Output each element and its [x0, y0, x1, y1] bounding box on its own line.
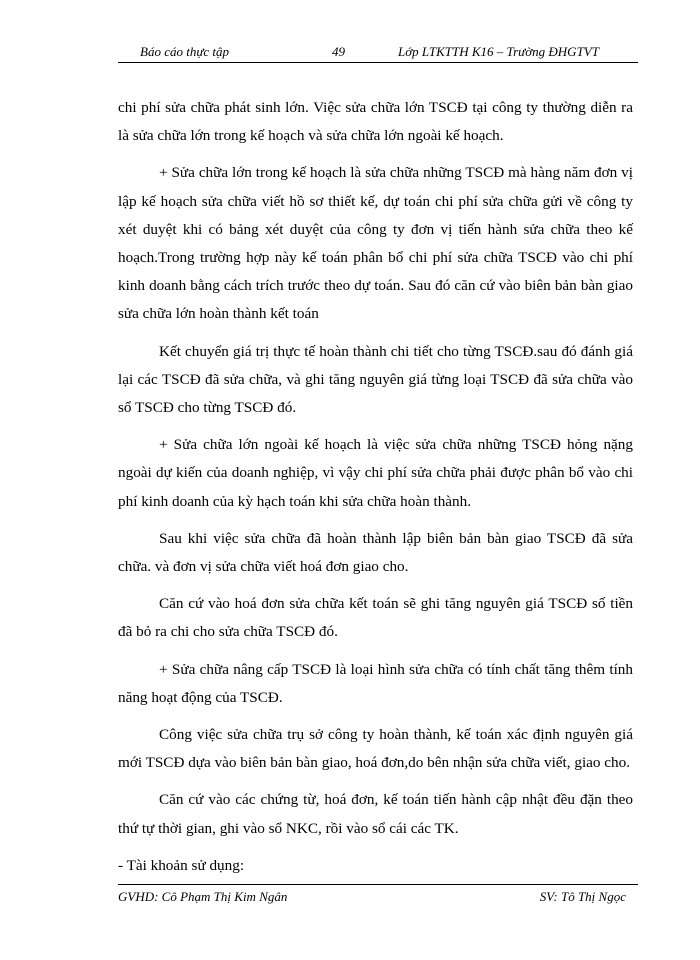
page-header: [118, 42, 638, 63]
paragraph: Căn cứ vào hoá đơn sửa chữa kết toán sẽ ghi tăng nguyên giá TSCĐ số tiền đã bỏ ra chi cho sửa chữa TSCĐ đó.: [118, 595, 633, 641]
paragraph: chi phí sửa chữa phát sinh lớn. Việc sửa chữa lớn TSCĐ tại công ty thường diễn ra là sửa chữa lớn trong kế hoạch và sửa chữa lớn ngoài kế hoạch.: [118, 99, 633, 145]
paragraph: Căn cứ vào các chứng từ, hoá đơn, kế toán tiến hành cập nhật đều đặn theo thứ tự thời gian, ghi vào sổ NKC, rồi vào sổ cái các TK.: [118, 791, 633, 837]
header-report-title: Báo cáo thực tập: [140, 44, 230, 59]
paragraph: Sau khi việc sửa chữa đã hoàn thành lập biên bản bàn giao TSCĐ đã sửa chữa. và đơn vị sửa chữa viết hoá đơn giao cho.: [118, 529, 633, 576]
footer-student: SV: Tô Thị Ngọc: [539, 889, 626, 904]
header-class-school: Lớp LTKTTH K16 – Trường ĐHGTVT: [398, 44, 599, 59]
document-body: [118, 94, 633, 889]
paragraph: + Sửa chữa nâng cấp TSCĐ là loại hình sửa chữa có tính chất tăng thêm tính năng hoạt động của TSCĐ.: [118, 660, 633, 706]
paragraph: - Tài khoản sử dụng:: [118, 856, 245, 874]
footer-supervisor: GVHD: Cô Phạm Thị Kim Ngân: [118, 889, 288, 904]
page-footer: [118, 884, 638, 907]
paragraph: + Sửa chữa lớn ngoài kế hoạch là việc sửa chữa những TSCĐ hỏng nặng ngoài dự kiến của doanh nghiệp, vì vậy chi phí sửa chữa phải được phân bổ vào chi phí kinh doanh của kỳ hạch toán khi sửa chữa hoàn thành.: [118, 436, 633, 510]
paragraph: Kết chuyển giá trị thực tế hoàn thành chi tiết cho từng TSCĐ.sau đó đánh giá lại các TSCĐ đã sửa chữa, và ghi tăng nguyên giá từng loại TSCĐ đã sửa chữa vào sổ TSCĐ cho từng TSCĐ đó.: [118, 342, 633, 417]
paragraph: + Sửa chữa lớn trong kế hoạch là sửa chữa những TSCĐ mà hàng năm đơn vị lập kế hoạch sửa chữa viết hồ sơ thiết kế, dự toán chi phí sửa chữa gửi về công ty xét duyệt khi có bảng xét duyệt của công ty đơn vị tiến hành sửa chữa theo kế hoạch.Trong trường hợp này kế toán phân bổ chi phí sửa chữa TSCĐ vào chi phí kinh doanh bằng cách trích trước theo dự toán. Sau đó căn cứ vào biên bản bàn giao sửa chữa lớn hoàn thành kết toán: [118, 164, 633, 323]
paragraph: Công việc sửa chữa trụ sở công ty hoàn thành, kế toán xác định nguyên giá mới TSCĐ dựa vào biên bản bàn giao, hoá đơn,do bên nhận sửa chữa viết, giao cho.: [118, 726, 633, 772]
header-page-number: 49: [332, 44, 345, 59]
